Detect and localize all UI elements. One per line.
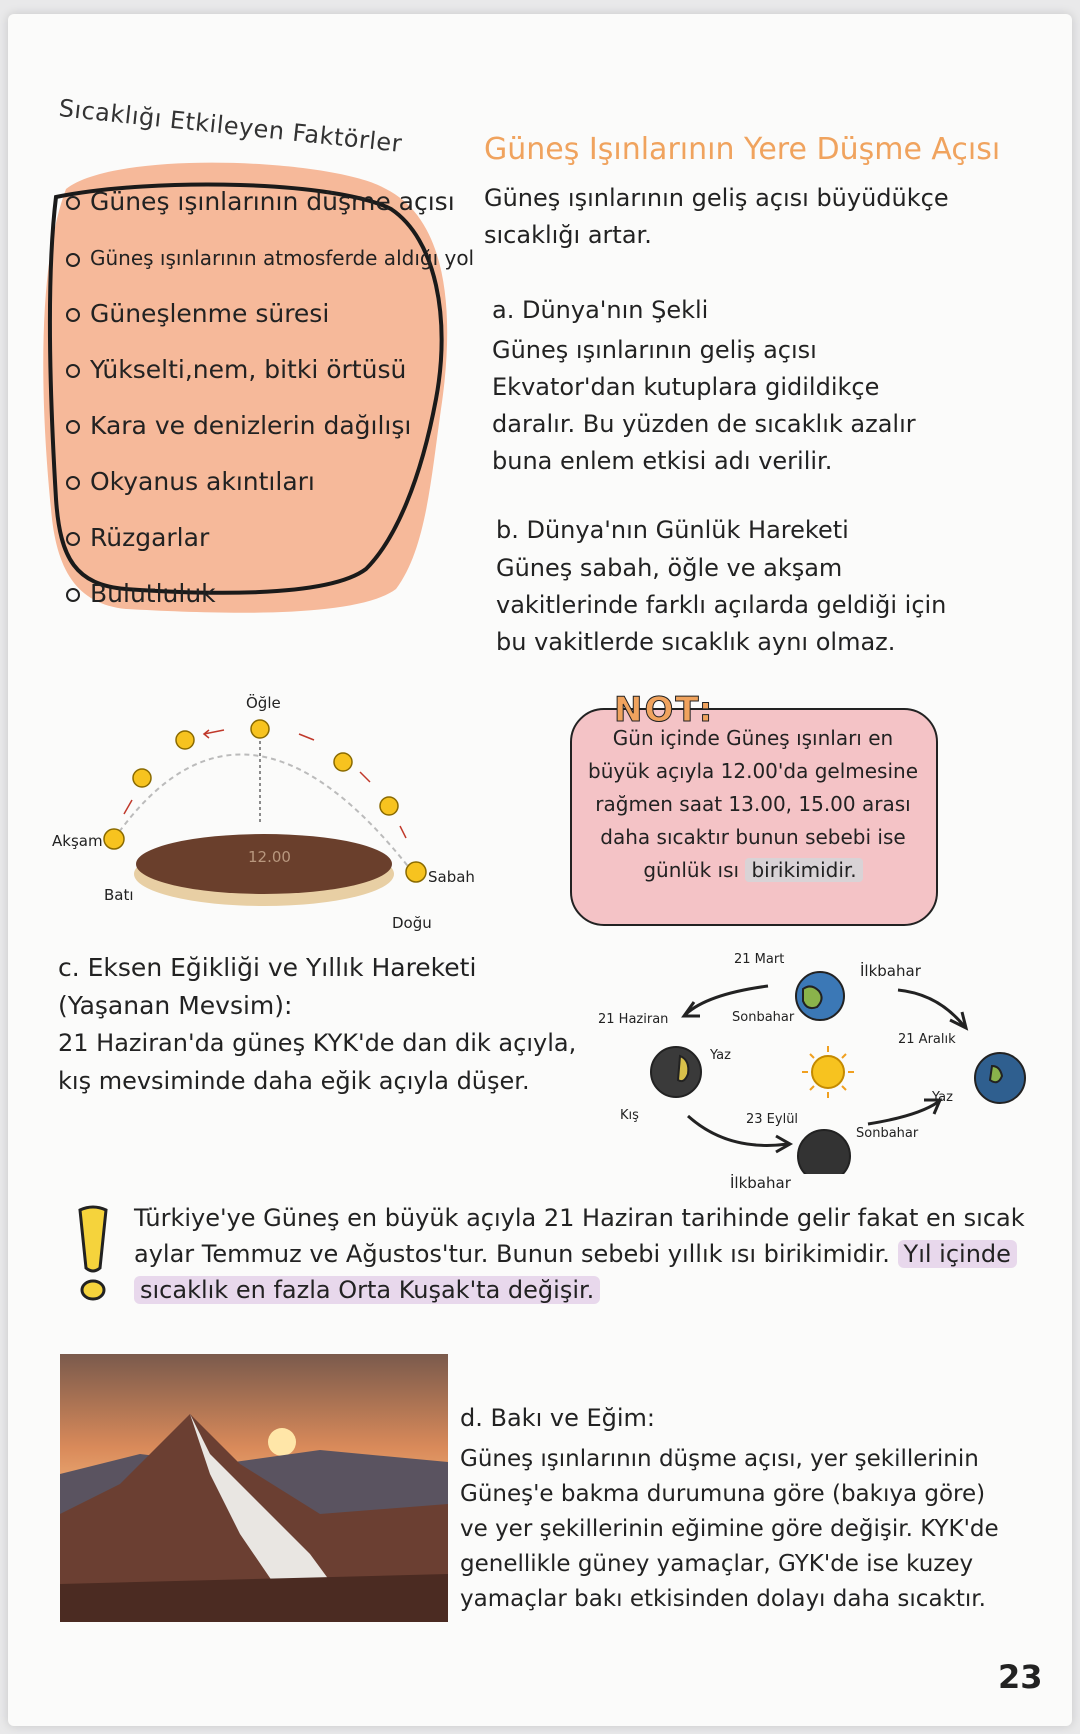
factors-list — [66, 174, 474, 622]
note-title: NOT: — [614, 690, 715, 730]
noon-label: Öğle — [246, 694, 281, 712]
orbit-ilkbahar-top: İlkbahar — [860, 962, 921, 980]
factor-item: Bulutluluk — [66, 566, 474, 622]
textbook-page — [8, 14, 1072, 1726]
west-label: Batı — [104, 886, 134, 904]
page-number: 23 — [998, 1658, 1043, 1696]
factor-item: Güneşlenme süresi — [66, 286, 474, 342]
a-title: a. Dünya'nın Şekli — [492, 296, 709, 324]
note-text — [588, 722, 918, 887]
d-text: Güneş ışınlarının düşme açısı, yer şekillerinin Güneş'e bakma durumuna göre (bakıya göre) ve yer şekillerinin eğimine göre değişir. KYK'de genellikle güney yamaçlar, GYK'de ise kuzey yamaçlar bakı etkisinden dolayı daha sıcaktır. — [460, 1446, 999, 1612]
important-highlight-1: Yıl içinde — [898, 1240, 1017, 1268]
d-title: d. Bakı ve Eğim: — [460, 1404, 655, 1432]
important-body: Türkiye'ye Güneş en büyük açıyla 21 Haziran tarihinde gelir fakat en sıcak aylar Temmuz ve Ağustos'tur. Bunun sebebi yıllık ısı birikimidir. — [134, 1204, 1025, 1268]
note-body: Gün içinde Güneş ışınları en büyük açıyla 12.00'da gelmesine rağmen saat 13.00, 15.00 arası daha sıcaktır bunun sebebi ise günlük ısı — [588, 726, 918, 882]
important-highlight-2: sıcaklık en fazla Orta Kuşak'ta değişir. — [134, 1276, 600, 1304]
factor-item: Güneş ışınlarının atmosferde aldığı yol — [66, 230, 474, 286]
orbit-sonbahar-bottom: Sonbahar — [856, 1126, 919, 1141]
orbit-yaz-left: Yaz — [710, 1048, 731, 1063]
orbit-sonbahar-top: Sonbahar — [732, 1010, 795, 1025]
orbit-mart: 21 Mart — [734, 952, 785, 967]
factor-item: Kara ve denizlerin dağılışı — [66, 398, 474, 454]
orbit-aralik: 21 Aralık — [898, 1032, 956, 1047]
factors-title: Sıcaklığı Etkileyen Faktörler — [57, 94, 404, 158]
orbit-kis: Kış — [620, 1108, 639, 1123]
c-text: 21 Haziran'da güneş KYK'de dan dik açıyla, kış mevsiminde daha eğik açıyla düşer. — [58, 1029, 577, 1095]
factor-item: Yükselti,nem, bitki örtüsü — [66, 342, 474, 398]
c-title: c. Eksen Eğikliği ve Yıllık Hareketi (Yaşanan Mevsim): — [58, 953, 477, 1020]
orbit-eylul: 23 Eylül — [746, 1112, 799, 1127]
factor-item: Rüzgarlar — [66, 510, 474, 566]
orbit-yaz-right: Yaz — [932, 1090, 953, 1105]
note-highlight: birikimidir. — [745, 858, 862, 882]
east-label: Doğu — [392, 914, 432, 932]
angle-intro: Güneş ışınlarının geliş açısı büyüdükçe sıcaklığı artar. — [484, 184, 949, 249]
b-title: b. Dünya'nın Günlük Hareketi — [496, 516, 849, 544]
angle-section-title: Güneş Işınlarının Yere Düşme Açısı — [484, 132, 1001, 167]
important-text — [134, 1200, 1034, 1308]
time-label: 12.00 — [248, 848, 291, 866]
b-text: Güneş sabah, öğle ve akşam vakitlerinde farklı açılarda geldiği için bu vakitlerde sıcaklık aynı olmaz. — [496, 554, 947, 656]
factor-item: Okyanus akıntıları — [66, 454, 474, 510]
orbit-haziran: 21 Haziran — [598, 1012, 669, 1027]
a-text: Güneş ışınlarının geliş açısı Ekvator'dan kutuplara gidildikçe daralır. Bu yüzden de sıcaklık azalır buna enlem etkisi adı verilir. — [492, 336, 916, 475]
mountain-photo — [60, 1354, 448, 1622]
exclamation-icon — [70, 1204, 116, 1304]
orbit-diagram — [598, 944, 1038, 1174]
factor-item: Güneş ışınlarının düşme açısı — [66, 174, 474, 230]
morning-label: Sabah — [428, 868, 475, 886]
orbit-ilkbahar-bottom: İlkbahar — [730, 1174, 791, 1192]
evening-label: Akşam — [52, 832, 103, 850]
